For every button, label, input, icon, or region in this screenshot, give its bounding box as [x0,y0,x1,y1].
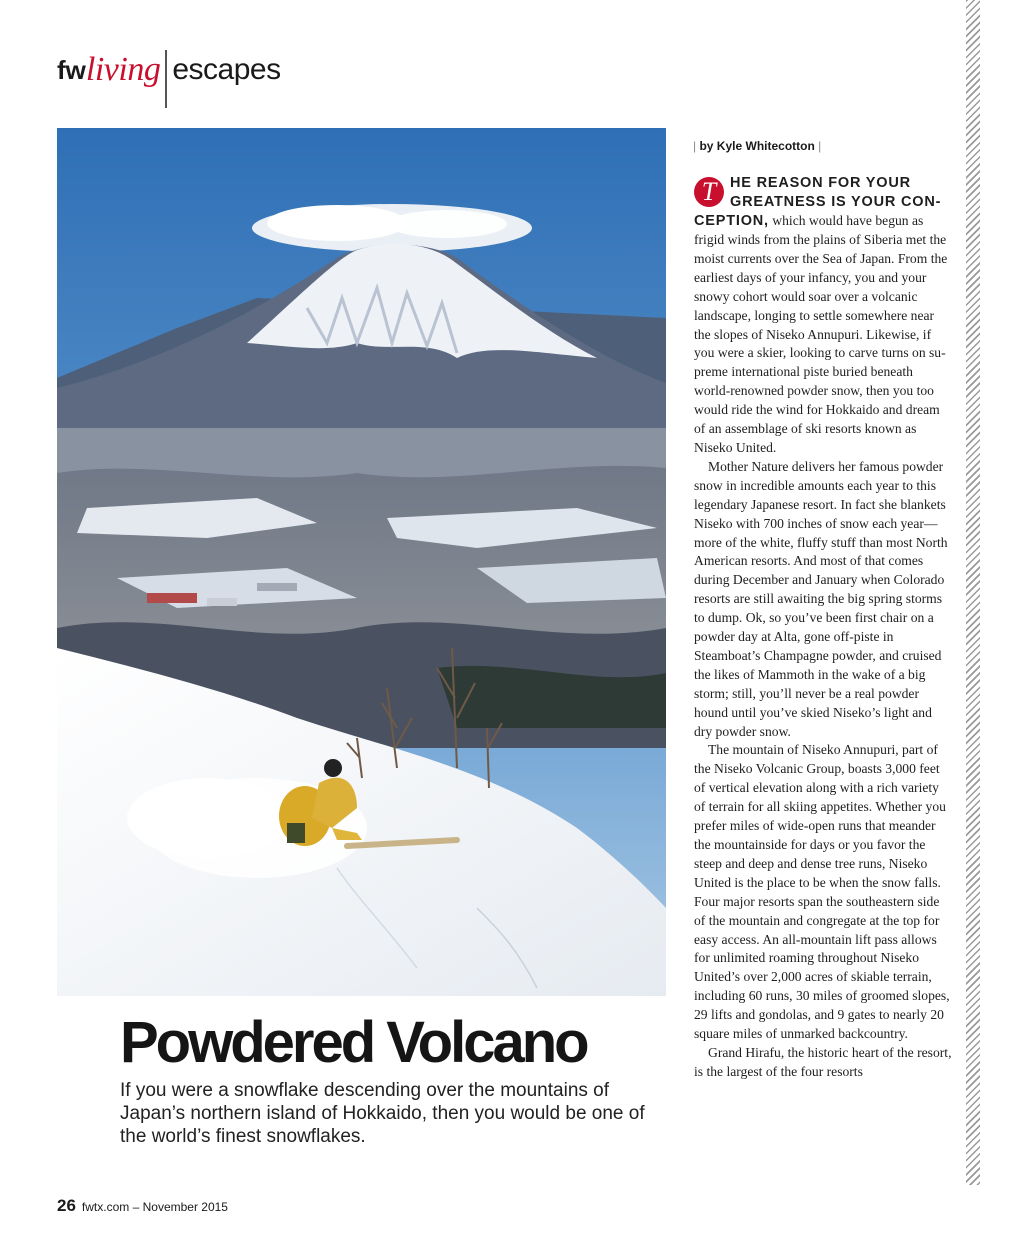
article-body [694,174,952,1082]
brand-prefix: fw [57,55,86,85]
body-paragraph: Mother Nature delivers her famous powder snow in incredible amounts each year to this legendary Japanese resort. In fact she blankets Niseko with 700 inches of snow each year—more of the white, fluffy stuff than most North American resorts. And most of that comes during December and January when Colorado resorts are still awaiting the big spring storms to dump. Ok, so you’ve been first chair on a powder day at Alta, gone off-piste in Steamboat’s Champagne powder, and cruised the likes of Mammoth in the wake of a big storm; still, you’ll never be a real powder hound until you’ve skied Niseko’s light and dry powder snow. [694,458,948,739]
dropcap-letter: T [701,177,717,206]
page-number: 26 [57,1196,76,1215]
byline [693,139,821,153]
byline-bar-right: | [818,139,822,153]
header-divider [165,50,167,108]
section-header [57,50,281,110]
article-headline: Powdered Volcano [120,1010,587,1075]
brand-living: living [85,51,161,88]
page-folio [57,1196,228,1216]
lead-caps: HE REASON FOR YOUR GREATNESS IS YOUR CONCEPTION, [694,175,941,229]
folio-text: fwtx.com – November 2015 [81,1200,228,1214]
byline-bar-left: | [693,139,697,153]
byline-name: by Kyle Whitecotton [699,139,815,153]
section-name: escapes [172,53,281,86]
edge-hatch-decoration [966,0,980,1185]
lead-text: which would have begun as frigid winds from the plains of Siberia met the moist currents over the Sea of Japan. From the earliest days of your infancy, you and your snowy cohort would soar over a volcanic landscape, longing to settle somewhere near the slopes of Niseko Annupuri. Likewise, if you were a skier, looking to carve turns on supreme international piste buried beneath world-renowned powder snow, then you too would ride the wind for Hokkaido and dream of an assemblage of ski resorts known as Niseko United. [694,213,948,455]
dropcap [694,177,724,207]
body-paragraph: The mountain of Niseko Annupuri, part of the Niseko Volcanic Group, boasts 3,000 feet of vertical elevation along with a rich variety of terrain for all skiing appetites. Whether you prefer miles of wide-open runs that meander the mountainside for days or you favor the steep and deep and dense tree runs, Niseko United is the place to be when the snow falls. Four major resorts span the southeastern side of the mountain and congregate at the top for easy access. An all-mountain lift pass allows for unlimited roaming throughout Niseko United’s over 2,000 acres of skiable terrain, including 60 runs, 30 miles of groomed slopes, 29 lifts and gondolas, and 9 gates to nearly 20 square miles of unmarked backcountry. [694,742,950,1042]
lead-paragraph [694,174,952,458]
hero-photo [57,128,666,996]
article-deck: If you were a snowflake descending over the mountains of Japan’s northern island of Hokkaido, then you would be one of the world’s finest snowflakes. [120,1080,645,1147]
body-paragraph: Grand Hirafu, the historic heart of the resort, is the largest of the four resorts [694,1044,952,1079]
